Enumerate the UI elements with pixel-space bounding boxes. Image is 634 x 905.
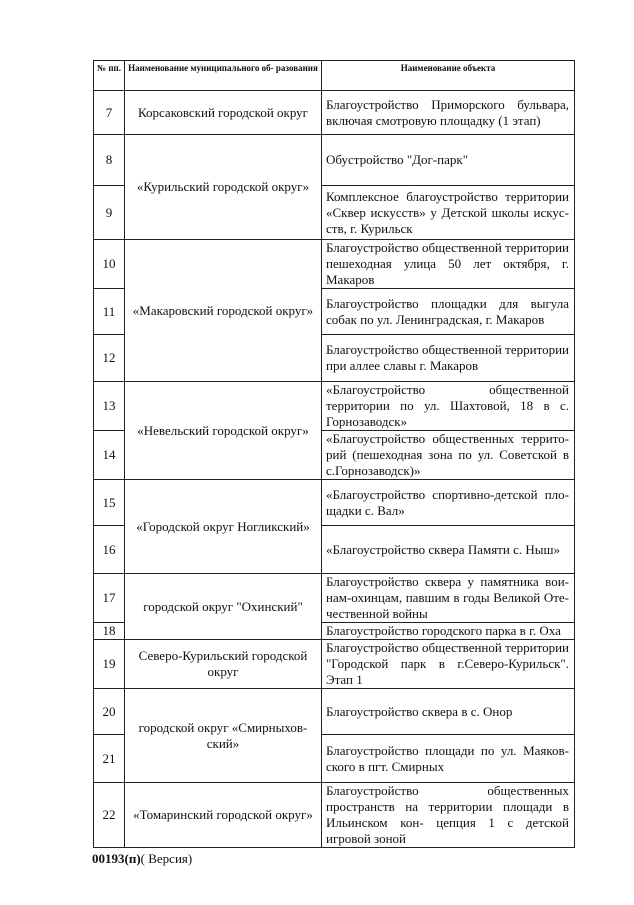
municipality-cell: «Томаринский городской округ» [125, 783, 322, 848]
object-cell: Благоустройство площадки для выгула собак по ул. Ленинградская, г. Макаров [322, 289, 575, 335]
object-cell: «Благоустройство общественных террито- рий (пешеходная зона по ул. Советской в с.Горнозаводск)» [322, 431, 575, 480]
municipality-cell: Корсаковский городской округ [125, 91, 322, 135]
object-cell: Благоустройство сквера у памятника вои- нам-охинцам, павшим в годы Великой Оте- чественной войны [322, 574, 575, 623]
row-num: 14 [94, 431, 125, 480]
municipality-cell: Северо-Курильский городской округ [125, 640, 322, 689]
table-row [94, 640, 575, 689]
table-row [94, 240, 575, 289]
table-row [94, 382, 575, 431]
row-num: 15 [94, 480, 125, 526]
row-num: 7 [94, 91, 125, 135]
municipality-cell: «Невельский городской округ» [125, 382, 322, 480]
municipality-cell: городской округ «Смирныхов- ский» [125, 689, 322, 783]
table-row [94, 91, 575, 135]
row-num: 17 [94, 574, 125, 623]
row-num: 19 [94, 640, 125, 689]
object-cell: Обустройство "Дог-парк" [322, 135, 575, 186]
municipality-cell: «Курильский городской округ» [125, 135, 322, 240]
municipality-cell: «Макаровский городской округ» [125, 240, 322, 382]
table-row [94, 783, 575, 848]
object-cell: Благоустройство городского парка в г. Оха [322, 623, 575, 640]
row-num: 9 [94, 186, 125, 240]
object-cell: Благоустройство общественной территории пешеходная улица 50 лет октября, г. Макаров [322, 240, 575, 289]
table-row [94, 574, 575, 623]
object-cell: «Благоустройство спортивно-детской пло- щадки с. Вал» [322, 480, 575, 526]
table-header-row [94, 61, 575, 91]
municipality-cell: городской округ "Охинский" [125, 574, 322, 640]
table-row [94, 689, 575, 735]
row-num: 21 [94, 735, 125, 783]
object-cell: Благоустройство сквера в с. Онор [322, 689, 575, 735]
row-num: 20 [94, 689, 125, 735]
document-footer [92, 851, 192, 867]
object-cell: «Благоустройство сквера Памяти с. Ныш» [322, 526, 575, 574]
objects-table [93, 60, 575, 848]
object-cell: «Благоустройство общественной территории по ул. Шахтовой, 18 в с. Горнозаводск» [322, 382, 575, 431]
municipality-cell: «Городской округ Ногликский» [125, 480, 322, 574]
row-num: 10 [94, 240, 125, 289]
row-num: 18 [94, 623, 125, 640]
object-cell: Благоустройство площади по ул. Маяков- ского в пгт. Смирных [322, 735, 575, 783]
object-cell: Благоустройство Приморского бульвара, включая смотровую площадку (1 этап) [322, 91, 575, 135]
header-object: Наименование объекта [322, 61, 575, 91]
object-cell: Благоустройство общественной территории при аллее славы г. Макаров [322, 335, 575, 382]
row-num: 12 [94, 335, 125, 382]
header-num: № пп. [94, 61, 125, 91]
document-version: ( Версия) [140, 851, 193, 866]
document-code: 00193(п) [92, 851, 141, 866]
row-num: 11 [94, 289, 125, 335]
table-row [94, 135, 575, 186]
object-cell: Комплексное благоустройство территории «Сквер искусств» у Детской школы искус- ств, г. Курильск [322, 186, 575, 240]
object-cell: Благоустройство общественных пространств на территории площади в Ильинском кон- цепция 1 с детской игровой зоной [322, 783, 575, 848]
table-row [94, 480, 575, 526]
row-num: 16 [94, 526, 125, 574]
row-num: 22 [94, 783, 125, 848]
object-cell: Благоустройство общественной территории "Городской парк в г.Северо-Курильск". Этап 1 [322, 640, 575, 689]
row-num: 13 [94, 382, 125, 431]
header-municipality: Наименование муниципального об- разования [125, 61, 322, 91]
row-num: 8 [94, 135, 125, 186]
